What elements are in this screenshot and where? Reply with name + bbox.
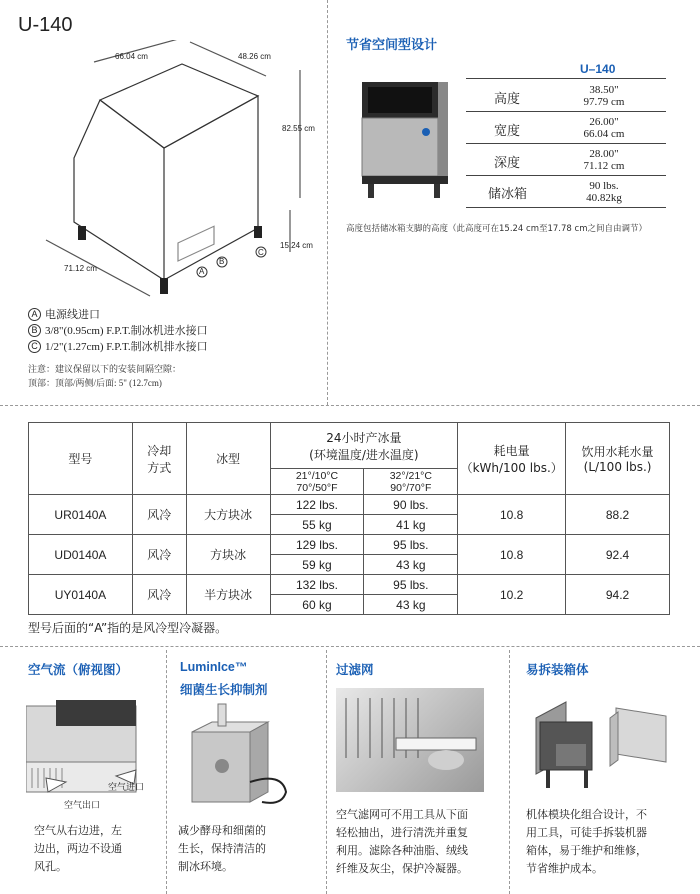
cabinet-text-line1: 机体模块化组合设计，不 [526, 808, 647, 821]
spec-val-width-in: 26.00" [589, 116, 619, 128]
header-production-line1: 24小时产冰量 [326, 430, 402, 445]
install-note-line2: 顶部：顶部/两侧/后面: 5" (12.7cm) [28, 378, 162, 388]
dim-width-top-label: 48.26 cm [238, 52, 271, 61]
cell-model-2: UD0140A [29, 535, 133, 575]
cabinet-title: 易拆装箱体 [526, 662, 589, 677]
airflow-label-in: 空气进口 [108, 783, 145, 793]
legend-marker-b: B [28, 324, 41, 337]
spec-label-bin: 储冰箱 [488, 187, 528, 202]
legend-text-a: 电源线进口 [45, 309, 100, 321]
filter-text-line1: 空气滤网可不用工具从下面 [336, 808, 468, 821]
spec-val-bin-kg: 40.82kg [586, 192, 622, 204]
feature-divider-1 [166, 650, 167, 894]
space-note: 高度包括储冰箱支脚的高度（此高度可在15.24 cm至17.78 cm之间自由调节） [346, 224, 647, 234]
cell-c1-lbs-3: 132 lbs. [270, 575, 364, 595]
header-cooling-line2: 方式 [147, 460, 172, 475]
spec-rule-2 [466, 143, 666, 144]
cell-power-2: 10.8 [458, 535, 566, 575]
header-ice-type: 冰型 [186, 423, 270, 495]
dim-depth-label: 66.04 cm [115, 52, 148, 61]
header-power [458, 423, 566, 495]
airflow-text [34, 822, 164, 876]
cabinet-text-line4: 节省维护成本。 [526, 862, 603, 875]
spec-label-width: 宽度 [494, 124, 521, 139]
cell-c2-lbs-3: 95 lbs. [364, 575, 458, 595]
legend-item-b [28, 322, 208, 338]
marker-c: C [258, 248, 264, 257]
spec-val-bin-lbs: 90 lbs. [589, 180, 619, 192]
filter-text-line3: 利用。滤除各种油脂、绒线 [336, 844, 468, 857]
cell-cooling-1: 风冷 [132, 495, 186, 535]
filter-grid-icon [336, 688, 484, 792]
cell-c2-kg-2: 43 kg [364, 555, 458, 575]
legend-item-a [28, 306, 100, 322]
luminice-text-line1: 减少酵母和细菌的 [178, 824, 266, 837]
cell-cooling-3: 风冷 [132, 575, 186, 615]
header-condition-1-f: 70°/50°F [296, 481, 338, 494]
feature-divider-3 [509, 650, 510, 894]
cell-ice-3: 半方块冰 [186, 575, 270, 615]
header-water-line2: (L/100 lbs.) [583, 460, 652, 474]
spec-rule-3 [466, 175, 666, 176]
spec-val-width-cm: 66.04 cm [583, 128, 625, 140]
spec-rule-top [466, 78, 666, 79]
filter-text-line4: 纤维及灰尘，保护冷凝器。 [336, 862, 468, 875]
header-condition-2 [364, 469, 458, 495]
cell-model-1: UR0140A [29, 495, 133, 535]
marker-b: B [219, 257, 225, 266]
filter-title: 过滤网 [336, 662, 374, 677]
performance-table [28, 422, 670, 615]
luminice-title-line1: LuminIce™ [180, 660, 248, 674]
header-condition-1 [270, 469, 364, 495]
header-model: 型号 [29, 423, 133, 495]
luminice-title-line2: 细菌生长抑制剂 [180, 682, 268, 697]
spec-model-label: U–140 [580, 62, 616, 76]
airflow-text-line3: 风孔。 [34, 860, 67, 873]
cell-c1-kg-2: 59 kg [270, 555, 364, 575]
section-divider-vertical-top [327, 0, 328, 405]
legend-text-b: 3/8"(0.95cm) F.P.T.制冰机进水接口 [45, 325, 208, 337]
cell-c2-lbs-1: 90 lbs. [364, 495, 458, 515]
machine-dimension-drawing [30, 40, 325, 300]
legend-marker-c: C [28, 340, 41, 353]
spec-val-height-cm: 97.79 cm [583, 96, 625, 108]
header-cooling-line1: 冷却 [147, 443, 172, 458]
filter-text [336, 806, 506, 878]
header-condition-2-c: 32°/21°C [389, 469, 432, 482]
filter-text-line2: 轻松抽出，进行清洗并重复 [336, 826, 468, 839]
install-note-line1: 注意：建议保留以下的安装间隔空隙： [28, 364, 182, 374]
header-water-line1: 饮用水耗水量 [581, 445, 654, 459]
legend-text-c: 1/2"(1.27cm) F.P.T.制冰机排水接口 [45, 341, 208, 353]
dim-leg-height-label: 15.24 cm [280, 241, 313, 250]
airflow-text-line2: 边出，两边不设通 [34, 842, 122, 855]
cabinet-text-line3: 箱体，易于维护和维修， [526, 844, 647, 857]
spec-val-depth-in: 28.00" [589, 148, 619, 160]
spec-label-depth: 深度 [494, 156, 521, 171]
airflow-title: 空气流（俯视图） [28, 662, 129, 677]
luminice-text [178, 822, 318, 876]
luminice-text-line3: 制冰环境。 [178, 860, 233, 873]
cell-c1-kg-1: 55 kg [270, 515, 364, 535]
cabinet-text [526, 806, 696, 878]
spec-rule-1 [466, 111, 666, 112]
legend-item-c [28, 338, 208, 354]
table-footnote: 型号后面的“A”指的是风冷型冷凝器。 [28, 621, 228, 635]
cell-water-2: 92.4 [566, 535, 670, 575]
section-divider-horizontal-top [0, 405, 700, 406]
luminice-text-line2: 生长，保持清洁的 [178, 842, 266, 855]
cabinet-photo [526, 688, 676, 796]
header-power-line1: 耗电量 [493, 443, 530, 458]
spec-val-depth-cm: 71.12 cm [583, 160, 625, 172]
header-condition-1-c: 21°/10°C [295, 469, 339, 482]
airflow-label-out: 空气出口 [64, 801, 101, 811]
header-water [566, 423, 670, 495]
cell-c2-kg-1: 41 kg [364, 515, 458, 535]
header-cooling [132, 423, 186, 495]
header-condition-2-f: 90°/70°F [390, 481, 432, 494]
cell-model-3: UY0140A [29, 575, 133, 615]
cell-power-1: 10.8 [458, 495, 566, 535]
spec-val-height-in: 38.50" [589, 84, 619, 96]
cell-water-3: 94.2 [566, 575, 670, 615]
filter-photo [336, 688, 484, 792]
airflow-text-line1: 空气从右边进，左 [34, 824, 122, 837]
spec-rule-bottom [466, 207, 666, 208]
header-production [270, 423, 458, 469]
cell-c2-kg-3: 43 kg [364, 595, 458, 615]
luminice-device-photo [182, 702, 298, 812]
marker-a: A [199, 267, 205, 276]
section-divider-horizontal-bottom [0, 646, 700, 647]
cabinet-text-line2: 用工具，可徒手拆装机器 [526, 826, 647, 839]
cell-ice-1: 大方块冰 [186, 495, 270, 535]
cell-power-3: 10.2 [458, 575, 566, 615]
cell-c1-lbs-1: 122 lbs. [270, 495, 364, 515]
dim-height-label: 82.55 cm [282, 124, 315, 133]
space-design-title: 节省空间型设计 [346, 38, 438, 53]
dim-width-bottom-label: 71.12 cm [64, 264, 97, 273]
header-power-line2: （kWh/100 lbs.） [460, 460, 563, 475]
ice-machine-photo [354, 72, 454, 202]
cell-c2-lbs-2: 95 lbs. [364, 535, 458, 555]
model-title: U-140 [18, 14, 73, 36]
header-production-line2: (环境温度/进水温度) [309, 447, 419, 462]
legend-marker-a: A [28, 308, 41, 321]
feature-divider-2 [326, 650, 327, 894]
cell-cooling-2: 风冷 [132, 535, 186, 575]
spec-label-height: 高度 [494, 92, 521, 107]
cell-c1-lbs-2: 129 lbs. [270, 535, 364, 555]
cell-c1-kg-3: 60 kg [270, 595, 364, 615]
cell-water-1: 88.2 [566, 495, 670, 535]
cell-ice-2: 方块冰 [186, 535, 270, 575]
